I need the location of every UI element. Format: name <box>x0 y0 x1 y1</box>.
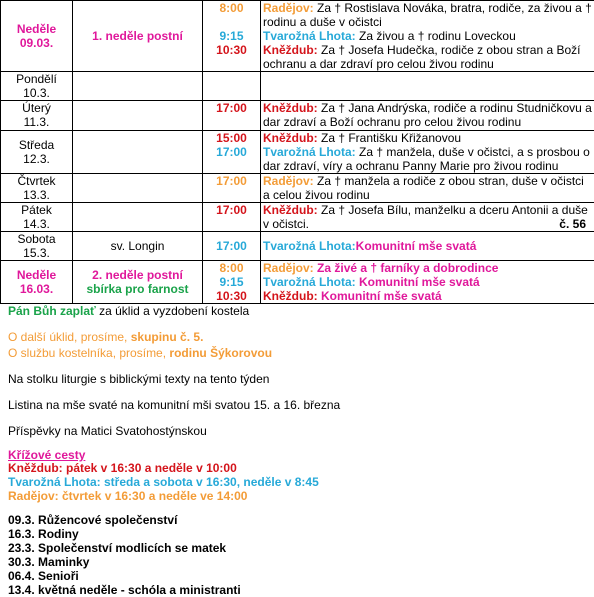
feast-name: 2. neděle postní <box>75 268 200 282</box>
time: 15:00 <box>205 131 258 145</box>
intention-text: Za † Rostislava Nováka, bratra, rodiče, za živou a † rodinu a duše v očistci <box>263 1 592 29</box>
table-row <box>1 232 594 261</box>
time-cell: 17:00 <box>203 232 261 261</box>
day-cell <box>1 261 73 304</box>
intention-text: Za † Františku Křižanovou <box>318 131 461 145</box>
day-name: Čtvrtek <box>3 174 70 188</box>
feast-cell <box>73 261 203 304</box>
contributions-note: Příspěvky na Matici Svatohostýnskou <box>8 423 588 439</box>
day-name: Neděle <box>3 22 70 36</box>
intention-text: Za živé a † farníky a dobrodince <box>314 261 499 275</box>
time: 8:00 <box>205 1 258 15</box>
time: 9:15 <box>205 29 258 43</box>
intention-cell <box>261 101 594 131</box>
time-cell: 17:00 <box>203 203 261 232</box>
sunday-line: 16.3. Rodiny <box>8 527 588 541</box>
cleaning-line <box>8 329 588 345</box>
intention-text: Za živou a † rodinu Loveckou <box>356 29 516 43</box>
liturgy-note: Na stolku liturgie s biblickými texty na tento týden <box>8 371 588 387</box>
place-label: Kněždub: <box>263 203 318 217</box>
feast-cell <box>73 101 203 131</box>
table-row <box>1 174 594 203</box>
place-label: Tvarožná Lhota: <box>263 145 356 159</box>
stations-line: Kněždub: pátek v 16:30 a neděle v 10:00 <box>8 461 588 475</box>
sacristan-text: O službu kostelníka, prosíme, <box>8 346 169 360</box>
place-label: Tvarožná Lhota: <box>263 29 356 43</box>
time: 9:15 <box>205 275 258 289</box>
feast-cell <box>73 203 203 232</box>
stations-title: Křížové cesty <box>8 449 588 461</box>
announcements <box>8 303 588 597</box>
place-label: Tvarožná Lhota: <box>263 275 356 289</box>
intention-cell <box>261 1 594 72</box>
day-date: 09.03. <box>3 36 70 50</box>
intention-text: Za † Josefa Hudečka, rodiče z obou stran a Boží ochranu a dar zdraví pro celou živou rodinu <box>263 43 580 71</box>
place-label: Kněždub: <box>263 43 318 57</box>
place-label: Tvarožná Lhota: <box>263 239 356 253</box>
table-row <box>1 101 594 131</box>
feast-cell: sv. Longin <box>73 232 203 261</box>
table-row <box>1 1 594 72</box>
intention-cell <box>261 72 594 101</box>
intention-text: Komunitní mše svatá <box>356 275 480 289</box>
feast-cell <box>73 72 203 101</box>
day-date: 10.3. <box>3 86 70 100</box>
day-name: Pondělí <box>3 72 70 86</box>
sunday-line: 23.3. Společenství modlicích se matek <box>8 541 588 555</box>
time: 8:00 <box>205 261 258 275</box>
time: 10:30 <box>205 43 258 57</box>
day-date: 14.3. <box>3 217 70 231</box>
intention-text: Komunitní mše svatá <box>356 239 477 253</box>
sacristan-family: rodinu Šýkorovou <box>169 346 272 360</box>
time: 17:00 <box>205 145 258 159</box>
day-cell <box>1 232 73 261</box>
stations-line: Tvarožná Lhota: středa a sobota v 16:30, neděle v 8:45 <box>8 475 588 489</box>
sacristan-line <box>8 345 588 361</box>
place-label: Radějov: <box>263 1 314 15</box>
stations-line: Radějov: čtvrtek v 16:30 a neděle ve 14:00 <box>8 489 588 503</box>
day-name: Středa <box>3 138 70 152</box>
collection-note: sbírka pro farnost <box>75 282 200 296</box>
cleaning-text: O další úklid, prosíme, <box>8 330 131 344</box>
intention-cell <box>261 174 594 203</box>
day-name: Pátek <box>3 203 70 217</box>
day-cell <box>1 72 73 101</box>
day-date: 15.3. <box>3 246 70 260</box>
time-cell: 17:00 <box>203 174 261 203</box>
intention-text: Za † manžela, duše v očistci, a s prosbou o dar zdraví, víry a ochranu Panny Marie pro živou rodinu <box>263 145 590 173</box>
feast-cell <box>73 131 203 174</box>
time <box>205 15 258 29</box>
thanks-text: za úklid a vyzdobení kostela <box>96 304 249 318</box>
table-row <box>1 261 594 304</box>
intention-text: Za † manžela a rodiče z obou stran, duše v očistci a celou živou rodinu <box>263 174 584 202</box>
day-date: 13.3. <box>3 188 70 202</box>
day-date: 12.3. <box>3 152 70 166</box>
intention-text: Za † Josefa Bílu, manželku a dceru Antonii a duše v očistci. <box>263 203 588 231</box>
intention-cell <box>261 203 594 232</box>
day-cell <box>1 131 73 174</box>
day-name: Úterý <box>3 101 70 115</box>
place-label: Radějov: <box>263 174 314 188</box>
table-row <box>1 72 594 101</box>
intention-cell <box>261 232 594 261</box>
sunday-line: 06.4. Senioři <box>8 569 588 583</box>
intention-text: Za † Jana Andrýska, rodiče a rodinu Studničkovu a dar zdraví a Boží ochranu pro celou živou rodinu <box>263 101 592 129</box>
intention-text: Komunitní mše svatá <box>318 289 442 303</box>
time-cell: 17:00 <box>203 101 261 131</box>
intention-cell <box>261 131 594 174</box>
intention-note: č. 56 <box>559 217 592 231</box>
feast-cell: 1. neděle postní <box>73 1 203 72</box>
time: 10:30 <box>205 289 258 303</box>
day-name: Sobota <box>3 232 70 246</box>
place-label: Kněždub: <box>263 101 318 115</box>
time-cell <box>203 261 261 304</box>
intention-cell <box>261 261 594 304</box>
day-date: 16.03. <box>3 282 70 296</box>
time-cell <box>203 1 261 72</box>
sunday-line: 09.3. Růžencové společenství <box>8 513 588 527</box>
day-name: Neděle <box>3 268 70 282</box>
day-cell <box>1 1 73 72</box>
place-label: Radějov: <box>263 261 314 275</box>
day-cell <box>1 203 73 232</box>
place-label: Kněždub: <box>263 289 318 303</box>
time-cell <box>203 131 261 174</box>
list-note: Listina na mše svaté na komunitní mši svatou 15. a 16. března <box>8 397 588 413</box>
day-cell <box>1 101 73 131</box>
sunday-line: 30.3. Maminky <box>8 555 588 569</box>
thanks-line <box>8 303 588 319</box>
day-cell <box>1 174 73 203</box>
sunday-line: 13.4. květná neděle - schóla a ministranti <box>8 583 588 597</box>
feast-cell <box>73 174 203 203</box>
table-row <box>1 203 594 232</box>
day-date: 11.3. <box>3 115 70 129</box>
thanks-bold: Pán Bůh zaplať <box>8 304 96 318</box>
time-cell <box>203 72 261 101</box>
table-row <box>1 131 594 174</box>
place-label: Kněždub: <box>263 131 318 145</box>
cleaning-group: skupinu č. 5. <box>131 330 204 344</box>
